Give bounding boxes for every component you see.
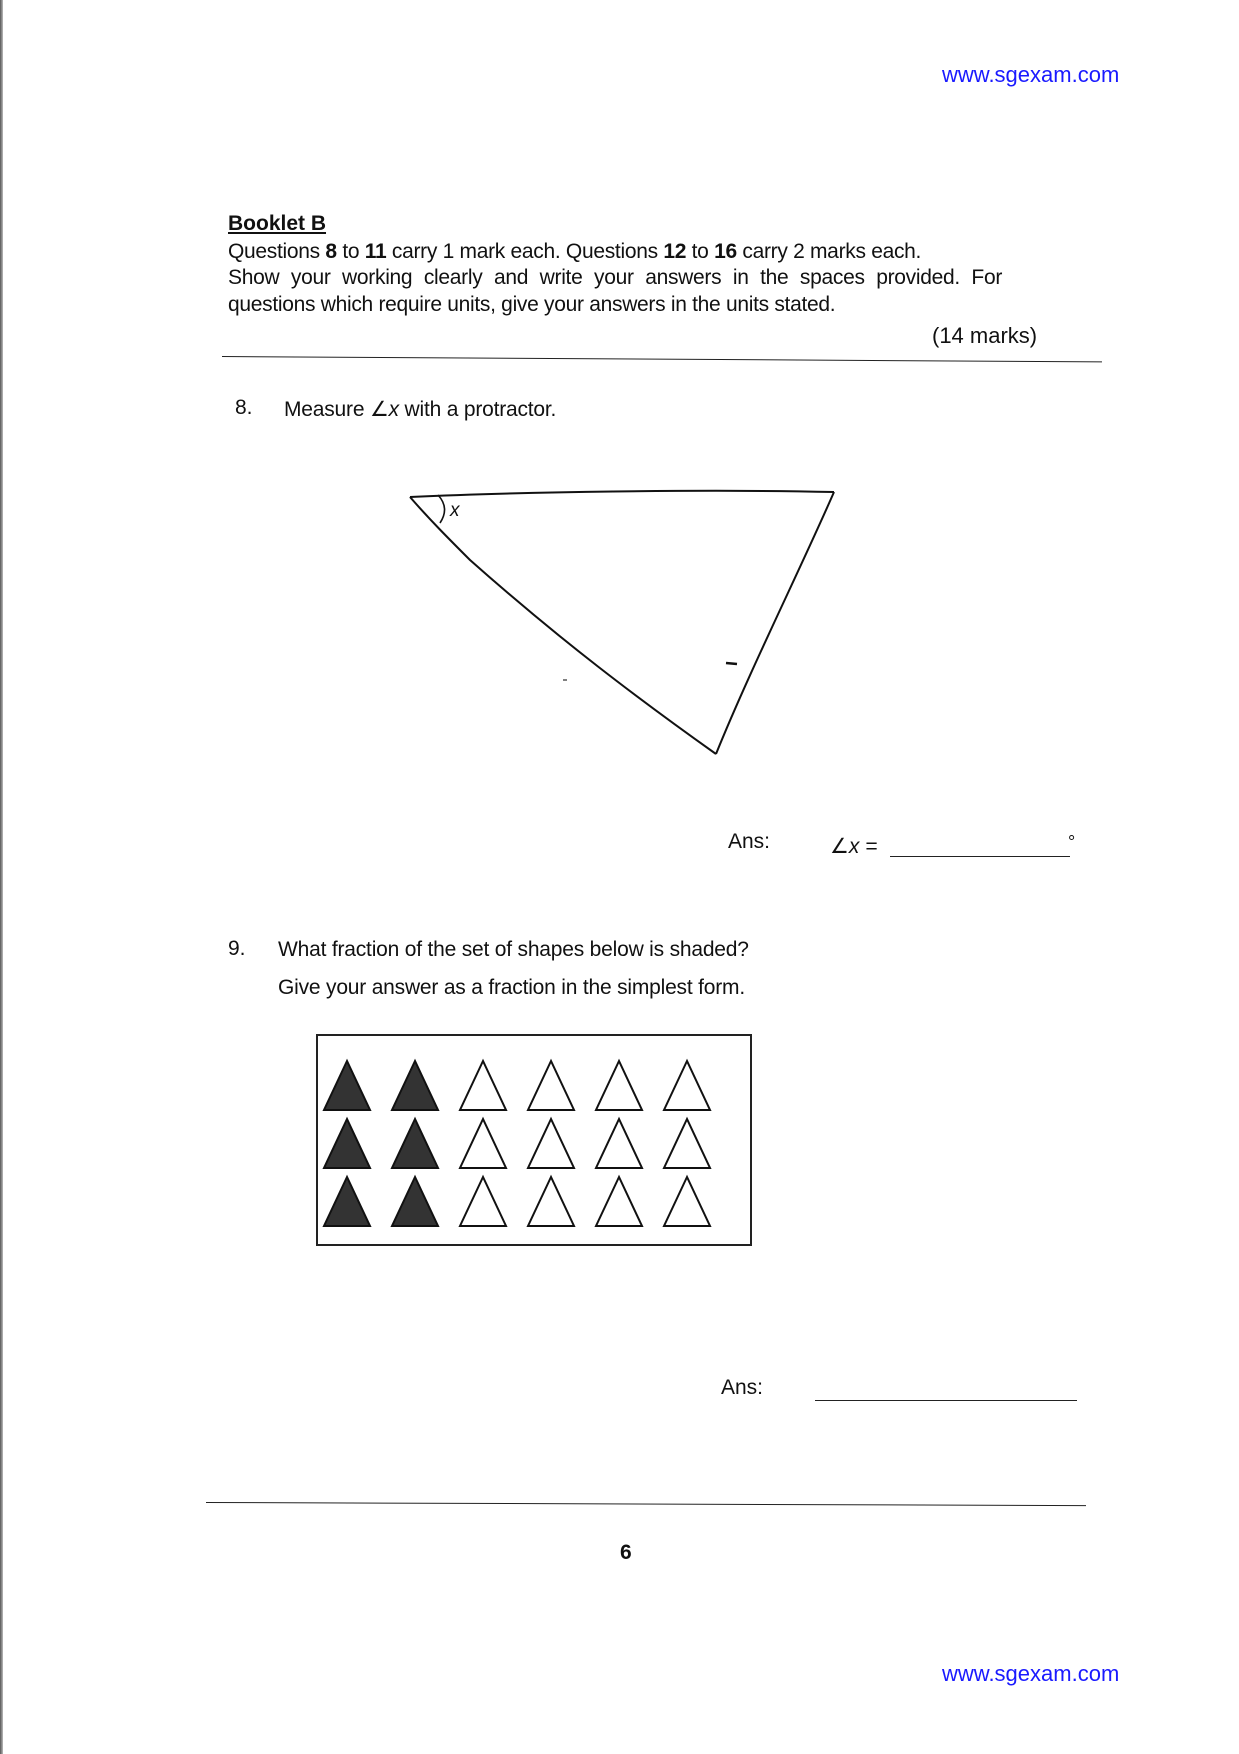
triangle-left-side (410, 497, 716, 754)
header-website-link[interactable]: www.sgexam.com (942, 62, 1120, 87)
instructions-line-1-segment: carry 1 mark each. Questions (386, 240, 664, 263)
degree-unit: ° (1068, 832, 1076, 852)
angle-symbol: ∠ (369, 398, 389, 421)
angle-x-label: x (450, 500, 460, 521)
instructions-line-1-segment: to (336, 240, 365, 263)
page-number: 6 (620, 1541, 632, 1564)
q9-ans-label: Ans: (721, 1376, 764, 1399)
total-marks: (14 marks) (932, 323, 1038, 348)
triangle-top-side (410, 491, 834, 497)
instructions-line-1-segment: 11 (364, 240, 387, 263)
instructions-line-1-segment: 8 (325, 240, 337, 263)
q8-ans-label: Ans: (728, 830, 771, 853)
instructions-line-1-segment: to (686, 240, 715, 263)
instructions-line-1-segment: Questions (228, 240, 326, 263)
instructions-line-3: questions which require units, give your answers in the units stated. (228, 293, 836, 316)
q8-text-post: with a protractor. (398, 398, 557, 421)
angle-arc (438, 495, 445, 523)
q9-number: 9. (228, 937, 246, 960)
q8-answer-blank[interactable] (890, 856, 1070, 857)
scan-mark (726, 663, 737, 664)
instructions-line-1-segment: 12 (663, 240, 687, 263)
q8-variable: x (388, 398, 399, 421)
q8-number: 8. (235, 396, 253, 419)
instructions-line-1-segment: 16 (714, 240, 737, 263)
footer-website-link[interactable]: www.sgexam.com (942, 1661, 1120, 1686)
q8-triangle-diagram (410, 491, 834, 754)
q8-text-pre: Measure (284, 398, 370, 421)
triangle-right-side (716, 492, 834, 754)
q8-ans-var: ∠x = (830, 835, 878, 858)
shapes-frame (316, 1034, 752, 1246)
booklet-title: Booklet B (228, 212, 327, 235)
q9-text-line-2: Give your answer as a fraction in the simplest form. (278, 976, 745, 999)
q9-answer-blank[interactable] (815, 1400, 1077, 1401)
instructions-line-2: Show your working clearly and write your answers in the spaces provided. For (228, 266, 1003, 289)
instructions-line-1-segment: carry 2 marks each. (736, 240, 922, 263)
q9-text-line-1: What fraction of the set of shapes below is shaded? (278, 938, 749, 961)
